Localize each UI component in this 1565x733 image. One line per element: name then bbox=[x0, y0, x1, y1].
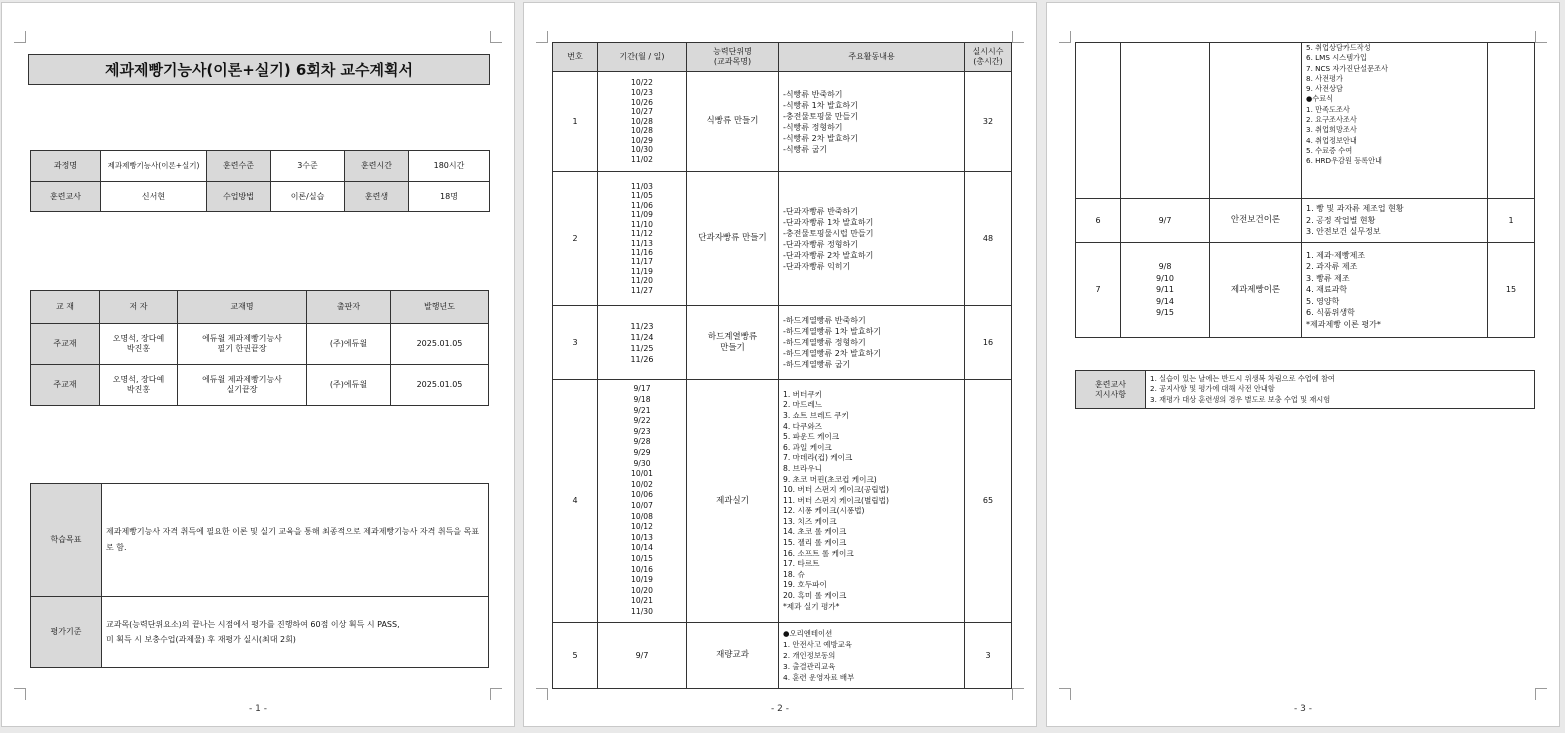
textbook-year: 2025.01.05 bbox=[391, 365, 489, 406]
header-activity: 주요활동내용 bbox=[779, 43, 965, 72]
textbook-header: 저 자 bbox=[100, 291, 178, 324]
page-number: - 3 - bbox=[1294, 704, 1312, 714]
schedule-table bbox=[552, 42, 1012, 689]
textbook-year: 2025.01.05 bbox=[391, 324, 489, 365]
goal-eval-table bbox=[30, 483, 489, 668]
row-number: 6 bbox=[1076, 199, 1121, 243]
row-unit: 안전보건이론 bbox=[1210, 199, 1302, 243]
row-dates: 9/7 bbox=[598, 623, 687, 689]
teacher-label: 훈련교사 bbox=[31, 182, 101, 212]
textbook-header: 교 재 bbox=[31, 291, 100, 324]
row-activities: -단과자빵류 반죽하기 -단과자빵류 1차 발효하기 -충전물토핑물시럽 만들기 -단과자빵류 정형하기 -단과자빵류 2차 발효하기 -단과자빵류 익히기 bbox=[779, 172, 965, 306]
textbook-author: 오명석, 장다예 박진홍 bbox=[100, 324, 178, 365]
row-activities: 1. 빵 및 과자류 제조업 현황 2. 공정 작업별 현황 3. 안전보건 실무정보 bbox=[1302, 199, 1488, 243]
textbook-author: 오명석, 장다예 박진홍 bbox=[100, 365, 178, 406]
row-number: 2 bbox=[553, 172, 598, 306]
textbook-header: 출판자 bbox=[307, 291, 391, 324]
page-corner-mark bbox=[1059, 688, 1071, 700]
textbook-publisher: (주)에듀윌 bbox=[307, 365, 391, 406]
row-dates: 9/17 9/18 9/21 9/22 9/23 9/28 9/29 9/30 10/01 10/02 10/06 10/07 10/08 10/12 10/13 10/14 10/15 10/16 10/19 10/20 10/21 11/30 bbox=[598, 380, 687, 623]
row-hours: 65 bbox=[965, 380, 1012, 623]
textbook-publisher: (주)에듀윌 bbox=[307, 324, 391, 365]
table-row bbox=[31, 365, 489, 406]
table-row bbox=[553, 172, 1012, 306]
row-number: 5 bbox=[553, 623, 598, 689]
row-activities: ●오리엔테이션 1. 안전사고 예방교육 2. 개인정보동의 3. 출결관리교육 4. 훈련 운영자료 배부 bbox=[779, 623, 965, 689]
goal-text: 제과제빵기능사 자격 취득에 필요한 이론 및 실기 교육을 통해 최종적으로 제과제빵기능사 자격 취득을 목표로 함. bbox=[102, 484, 489, 597]
page-corner-mark bbox=[1535, 31, 1547, 43]
students-value: 18명 bbox=[409, 182, 490, 212]
goal-label: 학습목표 bbox=[31, 484, 102, 597]
row-dates: 9/7 bbox=[1121, 199, 1210, 243]
table-row bbox=[553, 306, 1012, 380]
page-corner-mark bbox=[14, 31, 26, 43]
row-unit: 단과자빵류 만들기 bbox=[687, 172, 779, 306]
page-number: - 2 - bbox=[771, 704, 789, 714]
level-label: 훈련수준 bbox=[207, 151, 271, 182]
row-dates: 11/23 11/24 11/25 11/26 bbox=[598, 306, 687, 380]
row-dates: 11/03 11/05 11/06 11/09 11/10 11/12 11/13 11/16 11/17 11/19 11/20 11/27 bbox=[598, 172, 687, 306]
row-activities: 1. 제과·제빵제조 2. 과자류 제조 3. 빵류 제조 4. 재료과학 5. 영양학 6. 식품위생학 *제과제빵 이론 평가* bbox=[1302, 243, 1488, 338]
page-number: - 1 - bbox=[249, 704, 267, 714]
table-row bbox=[553, 623, 1012, 689]
row-activities: -하드계열빵류 반죽하기 -하드계열빵류 1차 발효하기 -하드계열빵류 정형하기 -하드계열빵류 2차 발효하기 -하드계열빵류 굽기 bbox=[779, 306, 965, 380]
header-hours: 실시시수 (총시간) bbox=[965, 43, 1012, 72]
method-label: 수업방법 bbox=[207, 182, 271, 212]
document-page-2 bbox=[523, 2, 1037, 727]
page-corner-mark bbox=[490, 688, 502, 700]
page-corner-mark bbox=[536, 31, 548, 43]
hours-value: 180시간 bbox=[409, 151, 490, 182]
page-corner-mark bbox=[1012, 688, 1024, 700]
page-corner-mark bbox=[1059, 31, 1071, 43]
hours-label: 훈련시간 bbox=[345, 151, 409, 182]
document-page-1 bbox=[1, 2, 515, 727]
page-corner-mark bbox=[14, 688, 26, 700]
row-hours: 16 bbox=[965, 306, 1012, 380]
level-value: 3수준 bbox=[271, 151, 345, 182]
row-activities: -식빵류 반죽하기 -식빵류 1차 발효하기 -충전물토핑물 만들기 -식빵류 정형하기 -식빵류 2차 발효하기 -식빵류 굽기 bbox=[779, 72, 965, 172]
instructions-table bbox=[1075, 370, 1535, 409]
row-unit: 제과실기 bbox=[687, 380, 779, 623]
row-dates: 9/8 9/10 9/11 9/14 9/15 bbox=[1121, 243, 1210, 338]
textbook-type: 주교재 bbox=[31, 365, 100, 406]
document-page-3 bbox=[1046, 2, 1560, 727]
row-number: 1 bbox=[553, 72, 598, 172]
textbook-name: 에듀윌 제과제빵기능사 실기끝장 bbox=[178, 365, 307, 406]
row-hours: 48 bbox=[965, 172, 1012, 306]
textbook-type: 주교재 bbox=[31, 324, 100, 365]
table-row bbox=[1076, 243, 1535, 338]
page-corner-mark bbox=[536, 688, 548, 700]
page-corner-mark bbox=[1535, 688, 1547, 700]
row-unit: 하드계열빵류 만들기 bbox=[687, 306, 779, 380]
table-row bbox=[31, 324, 489, 365]
textbook-header: 교재명 bbox=[178, 291, 307, 324]
page-corner-mark bbox=[490, 31, 502, 43]
row-activities: 5. 취업상담카드작성 6. LMS 시스템가입 7. NCS 자가진단설문조사 8. 사전평가 9. 사전상담 ●수료식 1. 만족도조사 2. 요구조사조사 3. 취업희망조사 4. 취업정보안내 5. 수료증 수여 6. HRD우감원 등록안내 bbox=[1302, 43, 1488, 199]
schedule-table-continued bbox=[1075, 42, 1535, 338]
row-number: 7 bbox=[1076, 243, 1121, 338]
row-activities: 1. 버터쿠키 2. 마드레느 3. 쇼트 브레드 쿠키 4. 다쿠와즈 5. 파운드 케이크 6. 과일 케이크 7. 마데라(컵) 케이크 8. 브라우니 9. 초코 머핀(초코컵 케이크) 10. 버터 스펀지 케이크(공립법) 11. 버터 스펀지 케이크(별립법) 12. 시퐁 케이크(시퐁법) 13. 치즈 케이크 14. 초코 롤 케이크 15. 젤리 롤 케이크 16. 소프트 롤 케이크 17. 타르트 18. 슈 19. 호두파이 20. 흑미 롤 케이크 *제과 실기 평가* bbox=[779, 380, 965, 623]
row-number bbox=[1076, 43, 1121, 199]
table-row-continued bbox=[1076, 43, 1535, 199]
students-label: 훈련생 bbox=[345, 182, 409, 212]
row-number: 4 bbox=[553, 380, 598, 623]
row-number: 3 bbox=[553, 306, 598, 380]
textbook-header: 발행년도 bbox=[391, 291, 489, 324]
teacher-value: 신서현 bbox=[101, 182, 207, 212]
eval-text: 교과목(능력단위요소)의 끝나는 시점에서 평가를 진행하여 60점 이상 획득 시 PASS, 미 획득 시 보충수업(과제물) 후 재평가 실시(최대 2회) bbox=[102, 597, 489, 668]
table-row bbox=[1076, 199, 1535, 243]
table-row bbox=[553, 380, 1012, 623]
row-unit bbox=[1210, 43, 1302, 199]
row-dates bbox=[1121, 43, 1210, 199]
row-hours: 1 bbox=[1488, 199, 1535, 243]
header-no: 번호 bbox=[553, 43, 598, 72]
textbook-name: 에듀윌 제과제빵기능사 필기 한권끝장 bbox=[178, 324, 307, 365]
eval-label: 평가기준 bbox=[31, 597, 102, 668]
row-hours: 3 bbox=[965, 623, 1012, 689]
row-dates: 10/22 10/23 10/26 10/27 10/28 10/28 10/29 10/30 11/02 bbox=[598, 72, 687, 172]
header-period: 기간(월 / 일) bbox=[598, 43, 687, 72]
textbook-table bbox=[30, 290, 489, 406]
course-value: 제과제빵기능사(이론+실기) bbox=[101, 151, 207, 182]
row-hours bbox=[1488, 43, 1535, 199]
row-hours: 15 bbox=[1488, 243, 1535, 338]
document-title: 제과제빵기능사(이론+실기) 6회차 교수계획서 bbox=[28, 54, 490, 85]
row-hours: 32 bbox=[965, 72, 1012, 172]
table-row bbox=[553, 72, 1012, 172]
course-info-table bbox=[30, 150, 490, 212]
instructions-text: 1. 실습이 있는 날에는 반드시 위생복 차림으로 수업에 참여 2. 공지사항 및 평가에 대해 사전 안내함 3. 재평가 대상 훈련생의 경우 별도로 보충 수업 및 재시험 bbox=[1146, 371, 1535, 409]
row-unit: 제과제빵이론 bbox=[1210, 243, 1302, 338]
page-corner-mark bbox=[1012, 31, 1024, 43]
row-unit: 재량교과 bbox=[687, 623, 779, 689]
row-unit: 식빵류 만들기 bbox=[687, 72, 779, 172]
method-value: 이론/실습 bbox=[271, 182, 345, 212]
course-label: 과정명 bbox=[31, 151, 101, 182]
header-unit: 능력단위명 (교과목명) bbox=[687, 43, 779, 72]
instructions-label: 훈련교사 지시사항 bbox=[1076, 371, 1146, 409]
